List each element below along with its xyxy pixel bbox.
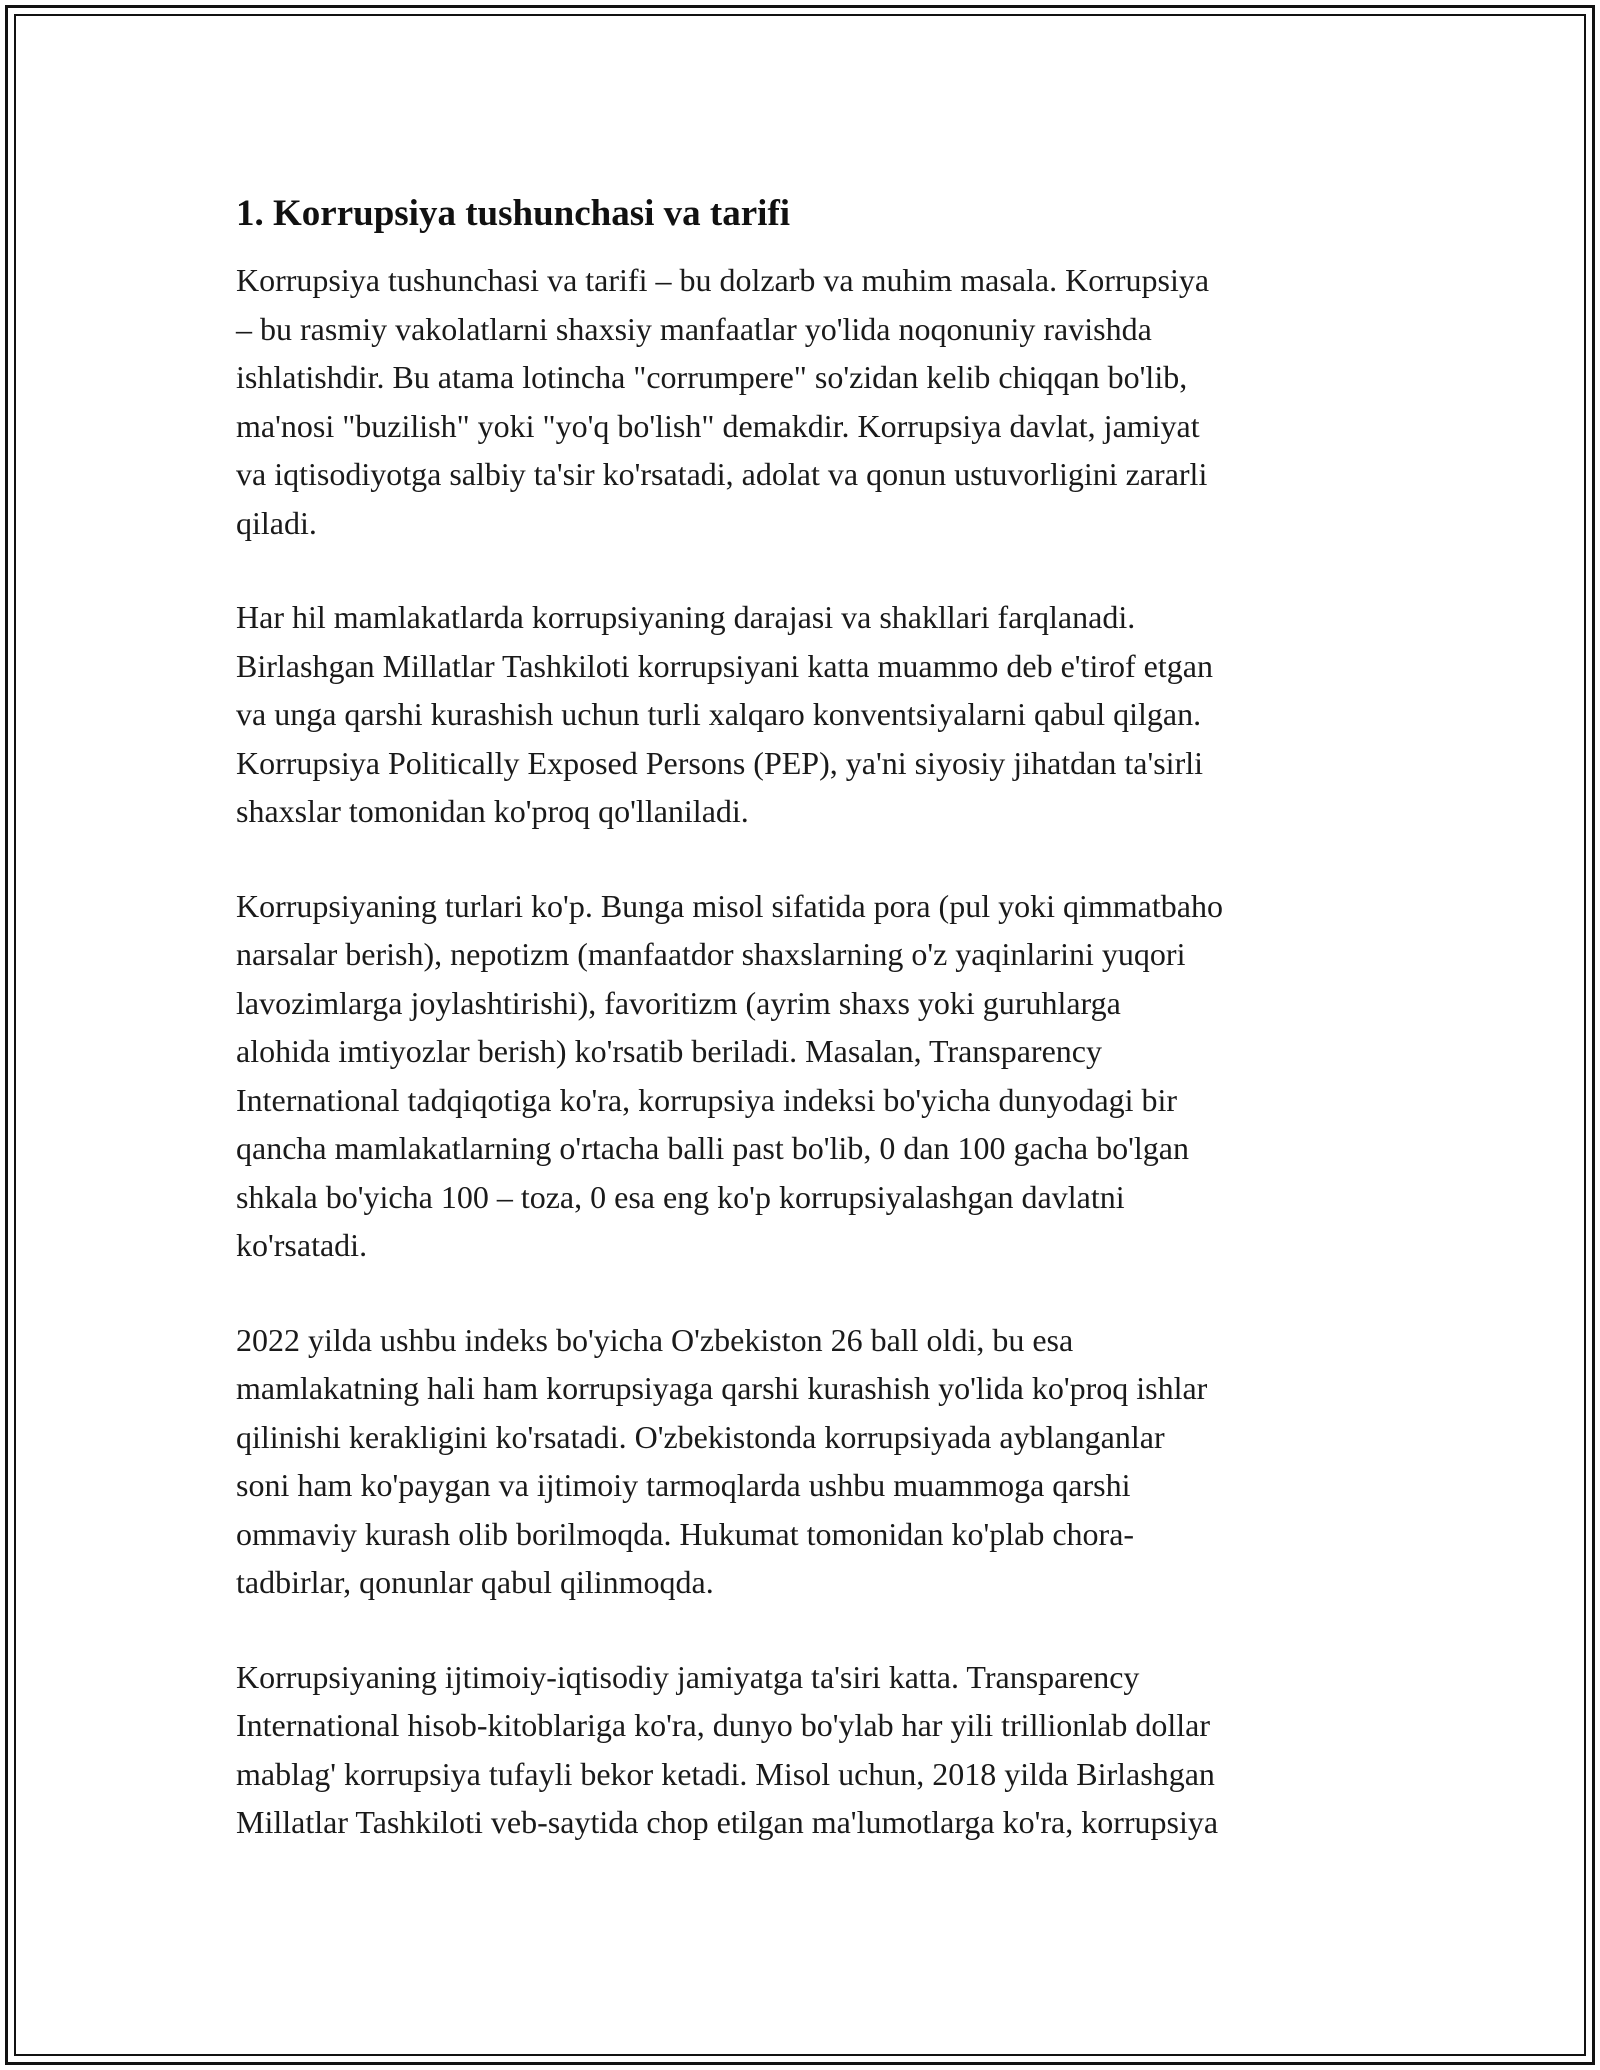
text-line: qilinishi kerakligini ko'rsatadi. O'zbekistonda korrupsiyada ayblanganlar — [236, 1418, 1165, 1455]
paragraph-countries — [236, 593, 1386, 836]
text-line: shkala bo'yicha 100 – toza, 0 esa eng ko'p korrupsiyalashgan davlatni — [236, 1178, 1125, 1215]
text-line: mamlakatning hali ham korrupsiyaga qarshi kurashish yo'lida ko'proq ishlar — [236, 1370, 1208, 1406]
text-line: Korrupsiya Politically Exposed Persons (PEP), ya'ni siyosiy jihatdan ta'sirli — [236, 744, 1203, 781]
text-line: narsalar berish), nepotizm (manfaatdor shaxslarning o'z yaqinlarini yuqori — [236, 936, 1186, 972]
text-line: Millatlar Tashkiloti veb-saytida chop etilgan ma'lumotlarga ko'ra, korrupsiya — [236, 1804, 1219, 1840]
text-line: 2022 yilda ushbu indeks bo'yicha O'zbekiston 26 ball oldi, bu esa — [236, 1321, 1074, 1358]
text-line: ma'nosi "buzilish" yoki "yo'q bo'lish" demakdir. Korrupsiya davlat, jamiyat — [236, 407, 1200, 444]
text-line: Birlashgan Millatlar Tashkiloti korrupsiyani katta muammo deb e'tirof etgan — [236, 647, 1213, 684]
text-line: Korrupsiyaning ijtimoiy-iqtisodiy jamiyatga ta'siri katta. Transparency — [236, 1658, 1140, 1695]
text-line: lavozimlarga joylashtirishi), favoritizm (ayrim shaxs yoki guruhlarga — [236, 984, 1121, 1021]
text-line: va iqtisodiyotga salbiy ta'sir ko'rsatadi, adolat va qonun ustuvorligini zararli — [236, 456, 1208, 492]
paragraph-types — [236, 882, 1386, 1270]
section-heading: 1. Korrupsiya tushunchasi va tarifi — [236, 193, 791, 234]
text-line: International tadqiqotiga ko'ra, korrupsiya indeksi bo'yicha dunyodagi bir — [236, 1081, 1178, 1118]
text-line: – bu rasmiy vakolatlarni shaxsiy manfaatlar yo'lida noqonuniy ravishda — [236, 310, 1152, 347]
text-line: Korrupsiyaning turlari ko'p. Bunga misol sifatida pora (pul yoki qimmatbaho — [236, 887, 1223, 924]
paragraph-uzbekistan — [236, 1316, 1386, 1607]
text-line: soni ham ko'paygan va ijtimoiy tarmoqlarda ushbu muammoga qarshi — [236, 1467, 1131, 1503]
text-line: ishlatishdir. Bu atama lotincha "corrumpere" so'zidan kelib chiqqan bo'lib, — [236, 359, 1188, 395]
text-line: qiladi. — [236, 504, 317, 541]
paragraph-definition — [236, 256, 1386, 547]
text-line: International hisob-kitoblariga ko'ra, dunyo bo'ylab har yili trillionlab dollar — [236, 1707, 1210, 1743]
paragraph-impact — [236, 1653, 1386, 1847]
text-line: Har hil mamlakatlarda korrupsiyaning darajasi va shakllari farqlanadi. — [236, 599, 1136, 635]
text-line: Korrupsiya tushunchasi va tarifi – bu dolzarb va muhim masala. Korrupsiya — [236, 262, 1210, 298]
text-line: shaxslar tomonidan ko'proq qo'llaniladi. — [236, 793, 749, 829]
text-line: ommaviy kurash olib borilmoqda. Hukumat tomonidan ko'plab chora- — [236, 1515, 1135, 1552]
text-line: alohida imtiyozlar berish) ko'rsatib beriladi. Masalan, Transparency — [236, 1033, 1102, 1069]
text-line: tadbirlar, qonunlar qabul qilinmoqda. — [236, 1564, 714, 1600]
text-line: qancha mamlakatlarning o'rtacha balli past bo'lib, 0 dan 100 gacha bo'lgan — [236, 1130, 1189, 1166]
document-body — [236, 186, 1386, 1893]
text-line: ko'rsatadi. — [236, 1227, 368, 1263]
text-line: va unga qarshi kurashish uchun turli xalqaro konventsiyalarni qabul qilgan. — [236, 696, 1202, 732]
text-line: mablag' korrupsiya tufayli bekor ketadi. Misol uchun, 2018 yilda Birlashgan — [236, 1755, 1215, 1792]
